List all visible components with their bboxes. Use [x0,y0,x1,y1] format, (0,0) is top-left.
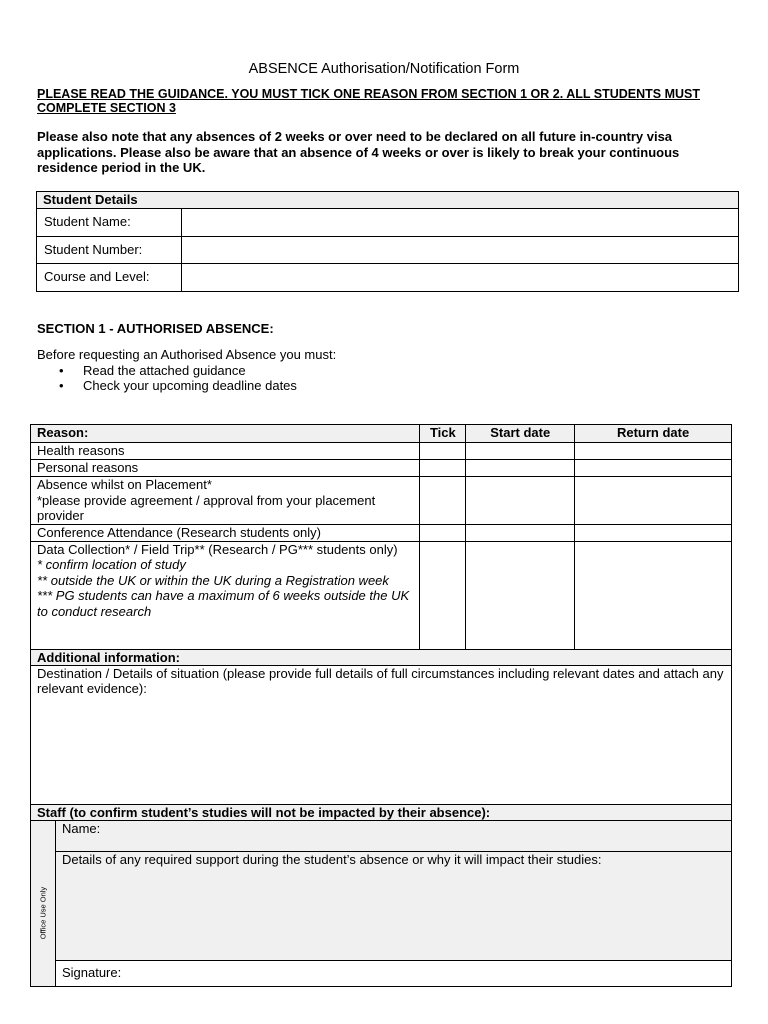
note-registration: ** outside the UK or within the UK during a Registration week [37,572,389,588]
note-pg-limit: *** PG students can have a maximum of 6 weeks outside the UK to conduct research [37,588,410,619]
section1-heading: SECTION 1 - AUTHORISED ABSENCE: [37,321,274,336]
tick-cell[interactable] [420,460,466,477]
reasons-table [30,424,732,987]
note-location: * confirm location of study [37,557,186,572]
start-date-header: Start date [466,425,575,443]
tick-cell[interactable] [420,541,466,649]
course-level-label: Course and Level: [37,264,182,292]
bullet-item: • Read the attached guidance [57,363,336,379]
staff-name-label: Name: [61,820,101,836]
reason-header: Reason: [31,425,420,443]
course-level-field[interactable] [182,264,739,292]
student-name-field[interactable] [182,209,739,237]
staff-signature-field[interactable] [55,960,731,986]
additional-info-heading: Additional information: [31,649,732,665]
reason-placement-note: *please provide agreement / approval from your placement provider [37,492,376,523]
section1-intro [37,347,336,394]
staff-support-label: Details of any required support during the student’s absence or why it will impact their studies: [61,851,602,867]
reason-placement-label: Absence whilst on Placement* [37,477,212,492]
tick-header: Tick [420,425,466,443]
start-date-cell[interactable] [466,524,575,541]
reason-personal: Personal reasons [31,460,420,477]
tick-cell[interactable] [420,524,466,541]
reason-conference: Conference Attendance (Research students only) [31,524,420,541]
form-title: ABSENCE Authorisation/Notification Form [248,61,520,77]
reason-health: Health reasons [31,443,420,460]
start-date-cell[interactable] [466,443,575,460]
return-date-cell[interactable] [575,541,732,649]
reason-data-collection [31,541,420,649]
reason-placement [31,477,420,525]
return-date-cell[interactable] [575,443,732,460]
additional-info-field[interactable] [31,665,732,804]
table-row [31,541,732,649]
additional-info-text: Destination / Details of situation (please provide full details of full circumstances including relevant dates and attach any relevant evidence): [37,665,724,696]
staff-support-field[interactable] [55,851,731,960]
return-date-cell[interactable] [575,477,732,525]
tick-cell[interactable] [420,443,466,460]
start-date-cell[interactable] [466,541,575,649]
student-number-label: Student Number: [37,236,182,264]
visa-note: Please also note that any absences of 2 weeks or over need to be declared on all future in-country visa applications. Please also be aware that an absence of 4 weeks or over is likely to break your continuous residence period in the UK. [37,129,680,175]
return-date-header: Return date [575,425,732,443]
return-date-cell[interactable] [575,524,732,541]
return-date-cell[interactable] [575,460,732,477]
staff-signature-label: Signature: [61,964,122,980]
staff-heading: Staff (to confirm student’s studies will not be impacted by their absence): [31,804,732,820]
start-date-cell[interactable] [466,477,575,525]
tick-cell[interactable] [420,477,466,525]
office-use-column [31,820,56,986]
table-row [31,477,732,525]
student-name-label: Student Name: [37,209,182,237]
reason-data-collection-label: Data Collection* / Field Trip** (Research / PG*** students only) [37,541,398,557]
table-row [31,524,732,541]
start-date-cell[interactable] [466,460,575,477]
staff-name-field[interactable] [55,820,731,851]
student-number-field[interactable] [182,236,739,264]
guidance-text: PLEASE READ THE GUIDANCE. YOU MUST TICK ONE REASON FROM SECTION 1 OR 2. ALL STUDENTS MUST COMPLETE SECTION 3 [37,87,701,115]
table-row [31,460,732,477]
section1-intro-text: Before requesting an Authorised Absence you must: [37,347,337,362]
section1-bullets [57,363,336,394]
student-details-table [36,191,739,292]
table-row [31,443,732,460]
student-details-heading: Student Details [37,192,739,209]
office-use-label: Office Use Only [38,886,48,939]
bullet-item: • Check your upcoming deadline dates [57,378,336,394]
